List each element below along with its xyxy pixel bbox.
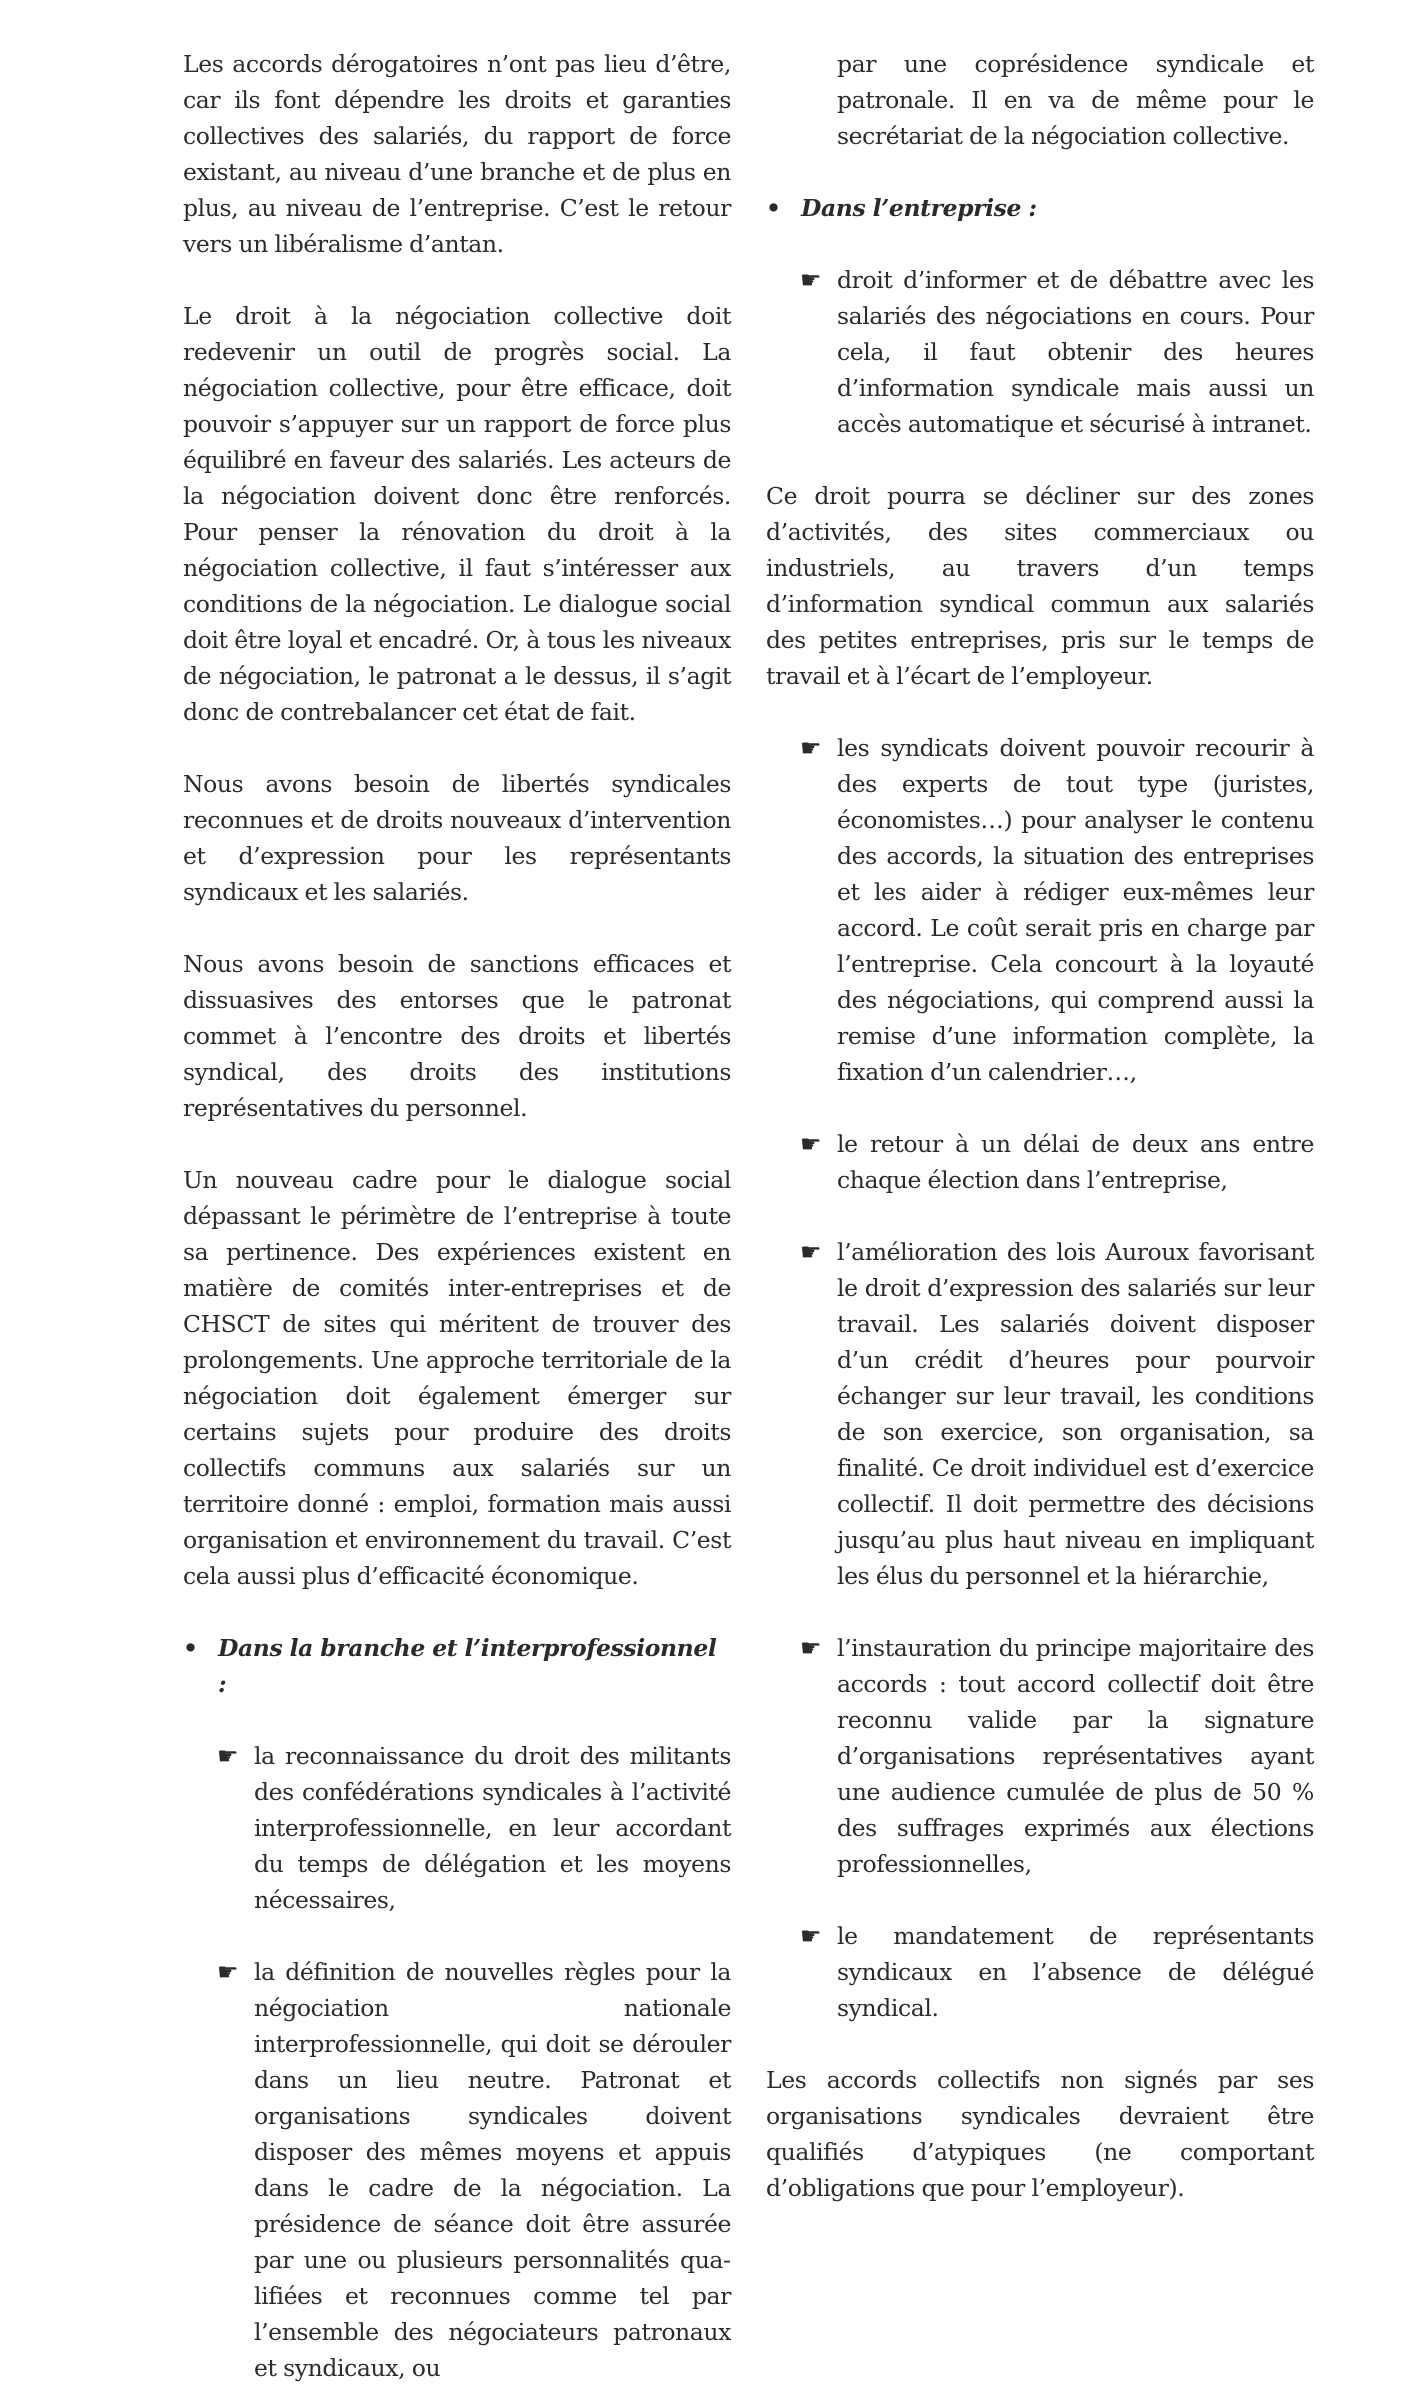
bullet-icon: • [766,194,781,222]
paragraph-sanctions: Nous avons besoin de sanctions efficaces et dissuasives des entorses que le patronat commet à l’encontre des droits et libertés syndical, des droits des institutions représentatives du personnel. [183,950,731,1122]
paragraph-info-zones: Ce droit pourra se décliner sur des zones d’activités, des sites commerciaux ou industriels, au travers d’un temps d’information syndical commun aux salariés des petites entreprises, pris sur le temps de travail et à l’écart de l’employeur. [766,482,1314,690]
section-heading-text: Dans l’entreprise : [801,194,1037,222]
right-column [766,46,1314,2206]
list-item-text: la définition de nouvelles règles pour la négociation nationale interprofessionnelle, qui doit se dérouler dans un lieu neutre. Patronat et organisations syndicales doivent disposer des mêmes moyens et appuis dans le cadre de la négociation. La présidence de séance doit être assurée par une ou plusieurs personnalités qualifiées et reconnues comme tel par l’ensemble des négociateurs patronaux et syndicaux, ou [254,1958,731,2382]
pointing-hand-icon: ☛ [800,1634,822,1662]
list-item-text: les syndicats doivent pouvoir recourir à des experts de tout type (juristes, économistes…) pour analyser le contenu des accords, la situation des entreprises et les aider à rédiger eux-mêmes leur accord. Le coût serait pris en charge par l’entreprise. Cela concourt à la loyauté des négociations, qui comprend aussi la remise d’une information complète, la fixation d’un calendrier…, [837,734,1314,1086]
section-heading-text: Dans la branche et l’interprofessionnel : [218,1634,717,1698]
list-item-text: droit d’informer et de débattre avec les salariés des négociations en cours. Pour cela, il faut obtenir des heures d’information syndicale mais aussi un accès automatique et sécurisé à intranet. [837,266,1314,438]
list-item [766,1630,1314,1882]
list-item [183,1738,731,1918]
pointing-hand-icon: ☛ [800,734,822,762]
section-heading-branch [183,1630,731,1702]
left-column [183,46,731,2386]
list-item-text: le mandatement de représentants syndicaux en l’absence de délégué syndical. [837,1922,1314,2022]
list-item-text: la reconnaissance du droit des militants des confédérations syndicales à l’activité interprofessionnelle, en leur accordant du temps de délégation et les moyens nécessaires, [254,1742,731,1914]
pointing-hand-icon: ☛ [800,1130,822,1158]
bullet-icon: • [183,1634,198,1662]
list-item [766,730,1314,1090]
list-item [766,1234,1314,1594]
paragraph-continuation: par une coprésidence syndicale et patronale. Il en va de même pour le secrétariat de la négociation collective. [837,50,1314,150]
section-heading-enterprise [766,190,1314,226]
pointing-hand-icon: ☛ [217,1958,239,1986]
list-item [766,262,1314,442]
pointing-hand-icon: ☛ [800,266,822,294]
paragraph-right-to-negotiation: Le droit à la négociation collective doit redevenir un outil de progrès social. La négociation collective, pour être efficace, doit pouvoir s’appuyer sur un rapport de force plus équilibré en faveur des salariés. Les acteurs de la négociation doivent donc être renforcés. Pour penser la rénovation du droit à la négociation collective, il faut s’intéresser aux conditions de la négociation. Le dialogue social doit être loyal et encadré. Or, à tous les niveaux de négociation, le patronat a le dessus, il s’agit donc de contrebalancer cet état de fait. [183,302,731,726]
paragraph-union-freedoms: Nous avons besoin de libertés syndicales reconnues et de droits nouveaux d’intervention et d’expression pour les représentants syndicaux et les salariés. [183,770,731,906]
list-item-text: le retour à un délai de deux ans entre chaque élection dans l’entreprise, [837,1130,1314,1194]
list-item-text: l’instauration du principe majoritaire des accords : tout accord collectif doit être reconnu valide par la signature d’organisations représentatives ayant une audience cumulée de plus de 50 % des suffrages exprimés aux élections professionnelles, [837,1634,1314,1878]
pointing-hand-icon: ☛ [800,1922,822,1950]
paragraph-new-framework: Un nouveau cadre pour le dialogue social dépassant le périmètre de l’entreprise à toute sa pertinence. Des expériences existent en matière de comités inter-entreprises et de CHSCT de sites qui méritent de trouver des prolongements. Une approche territoriale de la négociation doit également émerger sur certains sujets pour produire des droits collectifs communs aux salariés sur un territoire donné : emploi, formation mais aussi organisation et environnement du travail. C’est cela aussi plus d’efficacité économique. [183,1166,731,1590]
paragraph-atypical-agreements: Les accords collectifs non signés par ses organisations syndicales devraient être qualifiés d’atypiques (ne comportant d’obligations que pour l’employeur). [766,2066,1314,2202]
list-item [766,1918,1314,2026]
paragraph-derogatory-agreements: Les accords dérogatoires n’ont pas lieu d’être, car ils font dépendre les droits et garanties collectives des salariés, du rapport de force existant, au niveau d’une branche et de plus en plus, au niveau de l’entreprise. C’est le retour vers un libéralisme d’antan. [183,50,731,258]
pointing-hand-icon: ☛ [800,1238,822,1266]
pointing-hand-icon: ☛ [217,1742,239,1770]
list-item [183,1954,731,2386]
list-item [766,1126,1314,1198]
list-item-text: l’amélioration des lois Auroux favorisant le droit d’expression des salariés sur leur travail. Les salariés doivent disposer d’un crédit d’heures pour pourvoir échanger sur leur travail, les conditions de son exercice, son organisation, sa finalité. Ce droit individuel est d’exercice collectif. Il doit permettre des décisions jusqu’au plus haut niveau en impliquant les élus du personnel et la hiérarchie, [837,1238,1314,1590]
